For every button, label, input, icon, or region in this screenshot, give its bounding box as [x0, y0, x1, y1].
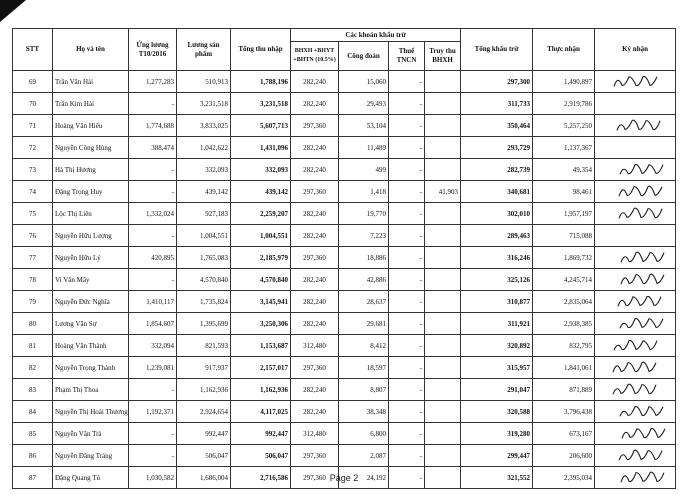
cell-net-received: 3,796,438 [533, 401, 595, 423]
col-header-tax: Thuế TNCN [389, 42, 425, 71]
scan-fold-mark [0, 0, 26, 26]
table-row [13, 71, 676, 93]
cell-advance: - [129, 93, 177, 115]
cell-total-income: 1,153,687 [231, 335, 291, 357]
cell-union: 8,807 [339, 379, 389, 401]
cell-advance: 332,094 [129, 335, 177, 357]
cell-stt: 83 [13, 379, 53, 401]
cell-advance: 1,192,371 [129, 401, 177, 423]
cell-insurance: 282,240 [291, 379, 339, 401]
cell-union: 53,104 [339, 115, 389, 137]
cell-union: 29,493 [339, 93, 389, 115]
cell-advance: 388,474 [129, 137, 177, 159]
cell-name: Hoàng Văn Hiếu [53, 115, 129, 137]
table-row [13, 93, 676, 115]
cell-total-deduction: 299,447 [461, 445, 533, 467]
cell-product-salary: 1,004,551 [177, 225, 231, 247]
cell-advance: 1,332,024 [129, 203, 177, 225]
cell-signature [595, 269, 676, 291]
cell-tax: - [389, 423, 425, 445]
cell-signature [595, 93, 676, 115]
cell-social-recover [425, 335, 461, 357]
cell-insurance: 282,240 [291, 401, 339, 423]
cell-social-recover [425, 291, 461, 313]
handwritten-signature [595, 335, 675, 356]
cell-social-recover [425, 379, 461, 401]
cell-signature [595, 379, 676, 401]
handwritten-signature [595, 445, 675, 466]
cell-net-received: 1,869,732 [533, 247, 595, 269]
cell-social-recover [425, 401, 461, 423]
cell-total-deduction: 302,010 [461, 203, 533, 225]
cell-union: 38,348 [339, 401, 389, 423]
table-row [13, 357, 676, 379]
cell-total-deduction: 320,892 [461, 335, 533, 357]
cell-net-received: 1,957,197 [533, 203, 595, 225]
cell-name: Trần Văn Hải [53, 71, 129, 93]
cell-advance: 1,854,607 [129, 313, 177, 335]
cell-union: 29,681 [339, 313, 389, 335]
handwritten-signature [595, 313, 675, 334]
cell-tax: - [389, 159, 425, 181]
cell-name: Nguyễn Đăng Tráng [53, 445, 129, 467]
cell-insurance: 297,360 [291, 247, 339, 269]
cell-social-recover [425, 93, 461, 115]
cell-tax: - [389, 247, 425, 269]
cell-net-received: 673,167 [533, 423, 595, 445]
col-header-signature: Ký nhận [595, 29, 676, 71]
cell-tax: - [389, 181, 425, 203]
cell-product-salary: 4,570,840 [177, 269, 231, 291]
table-row [13, 203, 676, 225]
cell-total-deduction: 293,729 [461, 137, 533, 159]
handwritten-signature [595, 379, 675, 400]
cell-net-received: 98,461 [533, 181, 595, 203]
cell-insurance: 312,480 [291, 335, 339, 357]
cell-social-recover [425, 247, 461, 269]
handwritten-signature [595, 247, 675, 268]
cell-social-recover [425, 115, 461, 137]
cell-union: 19,770 [339, 203, 389, 225]
handwritten-signature [595, 401, 675, 422]
cell-total-income: 1,788,196 [231, 71, 291, 93]
cell-name: Đặng Quang Tú [53, 467, 129, 489]
cell-net-received: 206,600 [533, 445, 595, 467]
cell-social-recover [425, 203, 461, 225]
cell-name: Trần Kim Hải [53, 93, 129, 115]
cell-stt: 86 [13, 445, 53, 467]
cell-net-received: 2,395,034 [533, 467, 595, 489]
col-header-social-recover: Truy thu BHXH [425, 42, 461, 71]
cell-advance: 1,277,283 [129, 71, 177, 93]
cell-net-received: 1,490,897 [533, 71, 595, 93]
cell-stt: 77 [13, 247, 53, 269]
header-row-top [13, 29, 676, 42]
cell-total-income: 3,145,941 [231, 291, 291, 313]
cell-total-income: 3,231,518 [231, 93, 291, 115]
cell-social-recover [425, 313, 461, 335]
cell-insurance: 282,240 [291, 137, 339, 159]
cell-total-income: 4,117,025 [231, 401, 291, 423]
cell-signature [595, 225, 676, 247]
cell-name: Nguyễn Công Hùng [53, 137, 129, 159]
cell-total-deduction: 310,877 [461, 291, 533, 313]
cell-product-salary: 1,735,824 [177, 291, 231, 313]
cell-total-deduction: 316,246 [461, 247, 533, 269]
cell-union: 2,087 [339, 445, 389, 467]
cell-insurance: 297,360 [291, 445, 339, 467]
cell-total-deduction: 282,739 [461, 159, 533, 181]
cell-product-salary: 2,924,654 [177, 401, 231, 423]
cell-product-salary: 917,937 [177, 357, 231, 379]
cell-union: 8,412 [339, 335, 389, 357]
cell-signature [595, 159, 676, 181]
cell-signature [595, 71, 676, 93]
cell-net-received: 49,354 [533, 159, 595, 181]
cell-total-income: 1,431,096 [231, 137, 291, 159]
cell-social-recover [425, 159, 461, 181]
col-header-union: Công đoàn [339, 42, 389, 71]
cell-insurance: 297,360 [291, 467, 339, 489]
cell-union: 15,060 [339, 71, 389, 93]
cell-advance: 1,774,688 [129, 115, 177, 137]
cell-tax: - [389, 467, 425, 489]
cell-name: Nguyễn Hữu Lý [53, 247, 129, 269]
cell-tax: - [389, 93, 425, 115]
cell-tax: - [389, 313, 425, 335]
cell-stt: 79 [13, 291, 53, 313]
cell-union: 7,223 [339, 225, 389, 247]
cell-total-income: 992,447 [231, 423, 291, 445]
cell-union: 499 [339, 159, 389, 181]
handwritten-signature [595, 159, 675, 180]
handwritten-signature [595, 291, 675, 312]
cell-advance: - [129, 269, 177, 291]
cell-stt: 78 [13, 269, 53, 291]
cell-tax: - [389, 291, 425, 313]
cell-stt: 74 [13, 181, 53, 203]
cell-insurance: 282,240 [291, 71, 339, 93]
cell-stt: 81 [13, 335, 53, 357]
cell-name: Hà Thị Hương [53, 159, 129, 181]
cell-name: Hoàng Văn Thành [53, 335, 129, 357]
handwritten-signature [595, 269, 675, 290]
cell-total-deduction: 319,280 [461, 423, 533, 445]
handwritten-signature [595, 203, 675, 224]
cell-product-salary: 992,447 [177, 423, 231, 445]
cell-net-received: 832,795 [533, 335, 595, 357]
cell-name: Nguyễn Đức Nghĩa [53, 291, 129, 313]
cell-name: Lương Văn Sự [53, 313, 129, 335]
cell-name: Nguyễn Văn Trà [53, 423, 129, 445]
cell-advance: - [129, 159, 177, 181]
cell-stt: 71 [13, 115, 53, 137]
table-row [13, 291, 676, 313]
cell-name: Lộc Thị Liên [53, 203, 129, 225]
table-row [13, 313, 676, 335]
cell-net-received: 1,137,367 [533, 137, 595, 159]
handwritten-signature [595, 71, 675, 92]
cell-tax: - [389, 335, 425, 357]
cell-name: Đặng Trọng Huy [53, 181, 129, 203]
cell-union: 6,800 [339, 423, 389, 445]
col-header-total-income: Tổng thu nhập [231, 29, 291, 71]
col-header-stt: STT [13, 29, 53, 71]
cell-insurance: 297,360 [291, 181, 339, 203]
cell-tax: - [389, 137, 425, 159]
cell-product-salary: 439,142 [177, 181, 231, 203]
cell-social-recover [425, 269, 461, 291]
table-row [13, 423, 676, 445]
cell-total-income: 4,570,840 [231, 269, 291, 291]
cell-product-salary: 3,231,518 [177, 93, 231, 115]
cell-total-deduction: 325,126 [461, 269, 533, 291]
cell-tax: - [389, 225, 425, 247]
cell-net-received: 2,938,385 [533, 313, 595, 335]
cell-total-deduction: 321,552 [461, 467, 533, 489]
cell-signature [595, 137, 676, 159]
cell-signature [595, 357, 676, 379]
cell-product-salary: 1,686,004 [177, 467, 231, 489]
cell-product-salary: 506,047 [177, 445, 231, 467]
cell-total-deduction: 340,681 [461, 181, 533, 203]
cell-stt: 84 [13, 401, 53, 423]
cell-total-income: 1,162,936 [231, 379, 291, 401]
cell-union: 1,418 [339, 181, 389, 203]
cell-signature [595, 423, 676, 445]
cell-name: Vi Văn Mây [53, 269, 129, 291]
table-row [13, 379, 676, 401]
cell-stt: 80 [13, 313, 53, 335]
cell-total-deduction: 315,957 [461, 357, 533, 379]
table-row [13, 401, 676, 423]
cell-stt: 73 [13, 159, 53, 181]
handwritten-signature [595, 423, 675, 444]
cell-total-income: 5,607,713 [231, 115, 291, 137]
cell-insurance: 282,240 [291, 203, 339, 225]
cell-signature [595, 203, 676, 225]
col-header-product-salary: Lương sản phẩm [177, 29, 231, 71]
cell-tax: - [389, 269, 425, 291]
cell-signature [595, 335, 676, 357]
cell-insurance: 282,240 [291, 159, 339, 181]
cell-total-deduction: 350,464 [461, 115, 533, 137]
cell-insurance: 282,240 [291, 93, 339, 115]
cell-social-recover: 41,903 [425, 181, 461, 203]
cell-union: 18,886 [339, 247, 389, 269]
cell-total-income: 2,259,207 [231, 203, 291, 225]
handwritten-signature [595, 115, 675, 136]
table-row [13, 269, 676, 291]
cell-tax: - [389, 445, 425, 467]
cell-insurance: 312,480 [291, 423, 339, 445]
cell-tax: - [389, 71, 425, 93]
cell-advance: - [129, 423, 177, 445]
cell-union: 18,597 [339, 357, 389, 379]
cell-insurance: 297,360 [291, 115, 339, 137]
cell-advance: - [129, 225, 177, 247]
cell-signature [595, 115, 676, 137]
cell-insurance: 282,240 [291, 225, 339, 247]
cell-product-salary: 1,042,622 [177, 137, 231, 159]
cell-name: Phạm Thị Thoa [53, 379, 129, 401]
cell-union: 28,637 [339, 291, 389, 313]
col-header-name: Họ và tên [53, 29, 129, 71]
cell-signature [595, 291, 676, 313]
table-row [13, 445, 676, 467]
table-row [13, 159, 676, 181]
payroll-table [12, 28, 676, 489]
cell-product-salary: 332,093 [177, 159, 231, 181]
cell-advance: 1,239,081 [129, 357, 177, 379]
cell-net-received: 5,257,250 [533, 115, 595, 137]
cell-total-income: 439,142 [231, 181, 291, 203]
cell-insurance: 282,240 [291, 291, 339, 313]
cell-union: 24,192 [339, 467, 389, 489]
cell-social-recover [425, 137, 461, 159]
cell-stt: 76 [13, 225, 53, 247]
table-row [13, 247, 676, 269]
cell-product-salary: 1,395,699 [177, 313, 231, 335]
cell-tax: - [389, 203, 425, 225]
cell-stt: 72 [13, 137, 53, 159]
cell-total-deduction: 291,047 [461, 379, 533, 401]
cell-social-recover [425, 423, 461, 445]
table-row [13, 115, 676, 137]
cell-advance: 420,895 [129, 247, 177, 269]
col-header-advance: Ứng lương T10/2016 [129, 29, 177, 71]
cell-social-recover [425, 445, 461, 467]
col-header-deductions-group: Các khoản khấu trừ [291, 29, 461, 42]
cell-advance: 1,410,117 [129, 291, 177, 313]
cell-product-salary: 1,162,936 [177, 379, 231, 401]
cell-advance: - [129, 445, 177, 467]
cell-total-income: 3,250,306 [231, 313, 291, 335]
handwritten-signature [595, 181, 675, 202]
cell-signature [595, 181, 676, 203]
cell-product-salary: 927,183 [177, 203, 231, 225]
cell-name: Nguyễn Trọng Thành [53, 357, 129, 379]
cell-union: 11,489 [339, 137, 389, 159]
cell-social-recover [425, 71, 461, 93]
cell-social-recover [425, 357, 461, 379]
cell-signature [595, 247, 676, 269]
cell-advance: - [129, 181, 177, 203]
cell-net-received: 1,841,061 [533, 357, 595, 379]
cell-stt: 85 [13, 423, 53, 445]
cell-tax: - [389, 357, 425, 379]
cell-product-salary: 3,833,025 [177, 115, 231, 137]
cell-tax: - [389, 401, 425, 423]
col-header-net-received: Thực nhận [533, 29, 595, 71]
payroll-rows [13, 71, 676, 489]
cell-signature [595, 445, 676, 467]
cell-product-salary: 510,913 [177, 71, 231, 93]
cell-stt: 75 [13, 203, 53, 225]
cell-stt: 69 [13, 71, 53, 93]
cell-product-salary: 1,765,083 [177, 247, 231, 269]
cell-tax: - [389, 115, 425, 137]
cell-total-deduction: 311,733 [461, 93, 533, 115]
cell-total-deduction: 320,588 [461, 401, 533, 423]
table-row [13, 181, 676, 203]
cell-advance: 1,030,582 [129, 467, 177, 489]
table-row [13, 225, 676, 247]
cell-total-income: 2,157,017 [231, 357, 291, 379]
cell-tax: - [389, 379, 425, 401]
cell-social-recover [425, 225, 461, 247]
table-row [13, 335, 676, 357]
cell-stt: 82 [13, 357, 53, 379]
cell-signature [595, 313, 676, 335]
handwritten-signature [595, 357, 675, 378]
table-row [13, 137, 676, 159]
cell-net-received: 4,245,714 [533, 269, 595, 291]
cell-name: Nguyễn Thị Hoài Thương [53, 401, 129, 423]
cell-total-deduction: 297,300 [461, 71, 533, 93]
cell-product-salary: 821,593 [177, 335, 231, 357]
cell-net-received: 715,088 [533, 225, 595, 247]
cell-union: 42,886 [339, 269, 389, 291]
cell-total-income: 1,004,551 [231, 225, 291, 247]
col-header-insurance: BHXH +BHYT +BHTN (10.5%) [291, 42, 339, 71]
cell-net-received: 871,889 [533, 379, 595, 401]
cell-total-deduction: 311,921 [461, 313, 533, 335]
cell-net-received: 2,919,786 [533, 93, 595, 115]
cell-stt: 87 [13, 467, 53, 489]
cell-total-income: 2,716,586 [231, 467, 291, 489]
cell-total-income: 506,047 [231, 445, 291, 467]
cell-insurance: 297,360 [291, 357, 339, 379]
cell-insurance: 282,240 [291, 269, 339, 291]
cell-total-deduction: 289,463 [461, 225, 533, 247]
cell-signature [595, 401, 676, 423]
cell-total-income: 2,185,979 [231, 247, 291, 269]
cell-insurance: 282,240 [291, 313, 339, 335]
cell-name: Nguyễn Hữu Lượng [53, 225, 129, 247]
cell-net-received: 2,835,064 [533, 291, 595, 313]
cell-advance: - [129, 379, 177, 401]
cell-stt: 70 [13, 93, 53, 115]
page-number: Page 2 [329, 473, 359, 483]
cell-total-income: 332,093 [231, 159, 291, 181]
col-header-total-deduction: Tổng khấu trừ [461, 29, 533, 71]
